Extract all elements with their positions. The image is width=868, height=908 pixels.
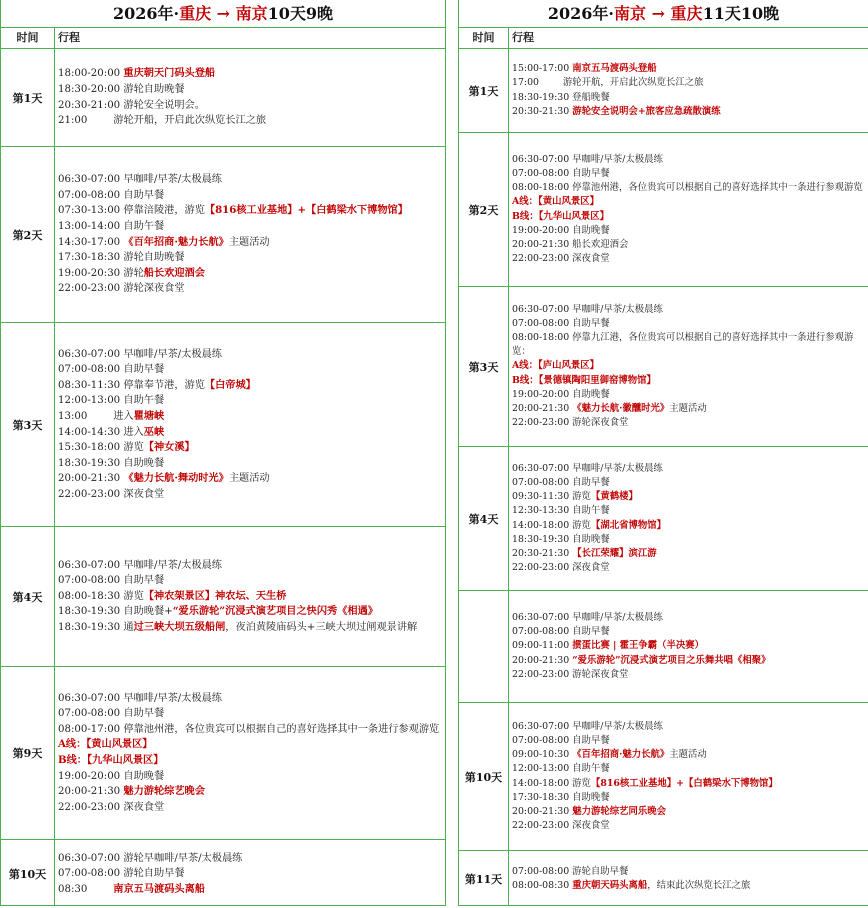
schedule-line bbox=[58, 378, 442, 394]
highlight-text: 南京五马渡码头离船 bbox=[113, 882, 205, 895]
highlight-text: 【816核工业基地】+【白鹤梁水下博物馆】 bbox=[590, 777, 778, 789]
schedule-line bbox=[512, 639, 865, 653]
schedule-text: 22:00-23:00 深夜食堂 bbox=[512, 562, 610, 574]
schedule-text: 06:30-07:00 早咖啡/早茶/太极晨练 bbox=[512, 611, 663, 623]
day-label: 第9天 bbox=[1, 667, 55, 839]
highlight-text: 过三峡大坝五级船闸 bbox=[133, 620, 226, 633]
day-label: 第1天 bbox=[1, 49, 55, 146]
schedule-text: 07:00-08:00 游轮自助早餐 bbox=[58, 868, 185, 880]
schedule-text: 14:00-14:30 进入 bbox=[58, 426, 144, 438]
highlight-text: 《百年招商·魅力长航》 bbox=[572, 749, 670, 761]
schedule-text: 20:00-21:30 船长欢迎酒会 bbox=[512, 238, 629, 250]
highlight-text: 【长江荣耀】滨江游 bbox=[572, 547, 657, 559]
schedule-text: 06:30-07:00 早咖啡/早茶/太极晨练 bbox=[512, 303, 663, 315]
day-label: 第11天 bbox=[459, 851, 509, 906]
schedule-line bbox=[58, 440, 442, 456]
schedule-line bbox=[58, 589, 442, 605]
highlight-text: 船长欢迎酒会 bbox=[143, 266, 205, 279]
schedule-line bbox=[512, 153, 865, 167]
highlight-text: 【神农架景区】神农坛、天生桥 bbox=[143, 589, 287, 602]
schedule-text: 18:30-19:30 自助晚餐 bbox=[58, 457, 165, 469]
schedule-text: 07:00-08:00 自助早餐 bbox=[512, 317, 610, 329]
schedule-text: 19:00-20:00 自助晚餐 bbox=[58, 770, 165, 782]
highlight-text: 【神女溪】 bbox=[143, 441, 195, 454]
schedule-line bbox=[58, 172, 442, 188]
schedule-text: 19:00-20:00 自助晚餐 bbox=[512, 224, 610, 236]
schedule-text: 14:00-18:00 游览 bbox=[512, 519, 591, 531]
schedule-line bbox=[58, 800, 442, 816]
table-header bbox=[1, 28, 445, 49]
schedule-line bbox=[512, 668, 865, 682]
schedule-text: 13:00-14:00 自助午餐 bbox=[58, 220, 165, 232]
schedule-line bbox=[58, 706, 442, 722]
title-duration: 11天10晚 bbox=[702, 4, 780, 23]
schedule-line bbox=[512, 181, 865, 195]
highlight-text: B线：【九华山风景区】 bbox=[512, 210, 609, 222]
table-header bbox=[459, 28, 868, 49]
highlight-text: 【816核工业基地】+【白鹤梁水下博物馆】 bbox=[204, 204, 408, 217]
schedule-line bbox=[58, 769, 442, 785]
day-row bbox=[459, 447, 868, 591]
day-schedule bbox=[55, 840, 445, 906]
schedule-line bbox=[512, 734, 865, 748]
schedule-line bbox=[58, 573, 442, 589]
header-itinerary: 行程 bbox=[512, 31, 534, 44]
title-year: 2026年· bbox=[112, 4, 180, 23]
schedule-text: 14:30-17:00 bbox=[58, 236, 124, 248]
day-schedule bbox=[509, 851, 868, 906]
schedule-text: 19:00-20:30 游轮 bbox=[58, 267, 144, 279]
schedule-line bbox=[58, 691, 442, 707]
schedule-text: 22:00-23:00 游轮深夜食堂 bbox=[58, 283, 185, 295]
schedule-text: 主题活动 bbox=[669, 403, 707, 414]
schedule-line bbox=[512, 76, 865, 90]
day-row bbox=[1, 667, 445, 840]
schedule-line bbox=[512, 879, 865, 893]
schedule-text: 22:00-23:00 深夜食堂 bbox=[512, 253, 610, 265]
schedule-line bbox=[512, 303, 865, 317]
highlight-text: “爱乐游轮”沉浸式演艺项目之乐舞共唱《相聚》 bbox=[572, 654, 771, 666]
schedule-line bbox=[512, 62, 865, 76]
day-row bbox=[459, 591, 868, 703]
schedule-text: 08:00-18:00 停靠九江港，各位贵宾可以根据自己的喜好选择其中一条进行参观游览： bbox=[512, 331, 854, 358]
schedule-line bbox=[512, 611, 865, 625]
schedule-line bbox=[58, 722, 442, 738]
schedule-text: 07:30-13:00 停靠涪陵港，游览 bbox=[58, 205, 205, 217]
schedule-line bbox=[58, 98, 442, 114]
day-schedule bbox=[509, 703, 868, 850]
schedule-text: 20:30-21:30 bbox=[512, 105, 573, 117]
title-arrow: → bbox=[211, 4, 236, 23]
day-row bbox=[1, 527, 445, 667]
schedule-line bbox=[512, 762, 865, 776]
schedule-text: 07:00-08:00 自助早餐 bbox=[58, 575, 165, 587]
schedule-text: 21:00 游轮开船，开启此次纵览长江之旅 bbox=[58, 115, 267, 127]
day-row bbox=[1, 147, 445, 323]
schedule-line bbox=[512, 252, 865, 266]
day-row bbox=[459, 851, 868, 906]
day-label: 第4天 bbox=[459, 447, 509, 590]
schedule-text: 18:30-19:30 自助晚餐+ bbox=[58, 606, 173, 618]
schedule-line bbox=[512, 720, 865, 734]
schedule-text: 18:30-19:30 通 bbox=[58, 621, 134, 633]
schedule-line bbox=[58, 235, 442, 251]
title-duration: 10天9晚 bbox=[267, 4, 334, 23]
schedule-text: 09:30-11:30 游览 bbox=[512, 491, 591, 503]
highlight-text: 南京五马渡码头登船 bbox=[572, 63, 657, 75]
day-label: 第10天 bbox=[459, 703, 509, 850]
highlight-text: “爱乐游轮”沉浸式演艺项目之快闪秀《相遇》 bbox=[172, 605, 378, 618]
schedule-text: 22:00-23:00 深夜食堂 bbox=[58, 801, 165, 813]
schedule-line bbox=[512, 748, 865, 762]
schedule-line bbox=[512, 791, 865, 805]
schedule-line bbox=[58, 866, 442, 882]
schedule-text: 07:00-08:00 自助早餐 bbox=[512, 167, 610, 179]
schedule-line bbox=[58, 882, 442, 898]
day-label: 第1天 bbox=[459, 49, 509, 132]
schedule-line bbox=[58, 362, 442, 378]
schedule-line bbox=[58, 409, 442, 425]
schedule-line bbox=[512, 374, 865, 388]
itinerary-table-nanjing-chongqing bbox=[458, 0, 868, 906]
schedule-text: 06:30-07:00 游轮早咖啡/早茶/太极晨练 bbox=[58, 852, 243, 864]
highlight-text: A线：【庐山风景区】 bbox=[512, 360, 599, 372]
schedule-line bbox=[512, 238, 865, 252]
title-arrow: → bbox=[646, 4, 671, 23]
day-row bbox=[1, 840, 445, 906]
day-label: 第2天 bbox=[1, 147, 55, 322]
schedule-line bbox=[512, 476, 865, 490]
schedule-text: 22:00-23:00 深夜食堂 bbox=[512, 820, 610, 832]
schedule-line bbox=[512, 167, 865, 181]
highlight-text: 【白帝城】 bbox=[204, 378, 256, 391]
schedule-line bbox=[512, 519, 865, 533]
schedule-text: 15:00-17:00 bbox=[512, 63, 573, 75]
schedule-text: 14:00-18:00 游览 bbox=[512, 777, 591, 789]
schedule-line bbox=[58, 219, 442, 235]
schedule-text: 09:00-10:30 bbox=[512, 749, 573, 761]
schedule-line bbox=[58, 203, 442, 219]
schedule-text: 主题活动 bbox=[228, 236, 270, 248]
schedule-text: 主题活动 bbox=[228, 473, 270, 485]
day-row bbox=[459, 287, 868, 447]
highlight-text: 《魅力长航·徽醺时光》 bbox=[572, 403, 670, 414]
day-label: 第2天 bbox=[459, 133, 509, 286]
schedule-line bbox=[58, 471, 442, 487]
schedule-text: 09:00-11:00 bbox=[512, 640, 573, 652]
highlight-text: 《百年招商·魅力长航》 bbox=[123, 235, 229, 248]
schedule-line bbox=[512, 402, 865, 416]
title-from: 重庆 bbox=[179, 4, 212, 23]
schedule-line bbox=[512, 416, 865, 430]
schedule-text: 08:00-18:00 停靠池州港，各位贵宾可以根据自己的喜好选择其中一条进行参观游览 bbox=[512, 182, 863, 194]
day-schedule bbox=[55, 527, 445, 666]
day-schedule bbox=[509, 287, 868, 446]
schedule-line bbox=[58, 66, 442, 82]
day-schedule bbox=[509, 133, 868, 286]
schedule-text: 22:00-23:00 深夜食堂 bbox=[58, 488, 165, 500]
schedule-line bbox=[512, 865, 865, 879]
schedule-text: 06:30-07:00 早咖啡/早茶/太极晨练 bbox=[512, 153, 663, 165]
schedule-line bbox=[58, 784, 442, 800]
day-schedule bbox=[55, 323, 445, 526]
day-row bbox=[1, 323, 445, 527]
schedule-text: 07:00-08:00 自助早餐 bbox=[512, 734, 610, 746]
schedule-text: 07:00-08:00 自助早餐 bbox=[512, 626, 610, 638]
schedule-text: 08:00-17:00 停靠池州港，各位贵宾可以根据自己的喜好选择其中一条进行参观游览 bbox=[58, 723, 440, 735]
schedule-line bbox=[58, 604, 442, 620]
schedule-text: 08:00-18:30 游览 bbox=[58, 590, 144, 602]
schedule-text: 07:00-08:00 自助早餐 bbox=[58, 364, 165, 376]
highlight-text: 重庆朝天码头离船 bbox=[572, 880, 648, 891]
schedule-text: 08:30-11:30 停靠奉节港，游览 bbox=[58, 379, 205, 391]
schedule-text: 22:00-23:00 游轮深夜食堂 bbox=[512, 668, 629, 680]
day-schedule bbox=[55, 147, 445, 322]
schedule-line bbox=[512, 331, 865, 359]
schedule-line bbox=[512, 625, 865, 639]
title-to: 重庆 bbox=[670, 4, 703, 23]
schedule-text: 20:00-21:30 bbox=[512, 403, 573, 414]
schedule-line bbox=[512, 317, 865, 331]
day-schedule bbox=[55, 49, 445, 146]
day-schedule bbox=[509, 447, 868, 590]
header-itinerary: 行程 bbox=[58, 31, 80, 44]
schedule-line bbox=[58, 281, 442, 297]
schedule-line bbox=[512, 654, 865, 668]
schedule-text: 06:30-07:00 早咖啡/早茶/太极晨练 bbox=[58, 348, 222, 360]
schedule-line bbox=[512, 805, 865, 819]
schedule-text: 07:00-08:00 游轮自助早餐 bbox=[512, 865, 629, 877]
schedule-line bbox=[512, 210, 865, 224]
highlight-text: A线：【黄山风景区】 bbox=[512, 196, 599, 208]
schedule-line bbox=[512, 819, 865, 833]
highlight-text: 游轮安全说明会+旅客应急疏散演练 bbox=[572, 105, 721, 117]
schedule-line bbox=[512, 224, 865, 238]
schedule-line bbox=[512, 91, 865, 105]
schedule-line bbox=[58, 347, 442, 363]
schedule-line bbox=[58, 393, 442, 409]
title-year: 2026年· bbox=[547, 4, 614, 23]
schedule-line bbox=[58, 558, 442, 574]
table-body bbox=[459, 49, 868, 906]
schedule-text: 18:30-19:30 登船晚餐 bbox=[512, 91, 610, 103]
day-schedule bbox=[509, 49, 868, 132]
schedule-text: 17:00 游轮开航，开启此次纵览长江之旅 bbox=[512, 77, 704, 89]
schedule-text: 12:00-13:00 自助午餐 bbox=[58, 395, 165, 407]
highlight-text: 巫峡 bbox=[143, 425, 165, 438]
schedule-text: 12:30-13:30 自助午餐 bbox=[512, 505, 610, 517]
schedule-text: ，夜泊黄陵庙码头+三峡大坝过闸观景讲解 bbox=[225, 621, 418, 633]
schedule-line bbox=[512, 462, 865, 476]
schedule-text: 07:00-08:00 自助早餐 bbox=[58, 708, 165, 720]
header-time: 时间 bbox=[1, 28, 55, 48]
schedule-line bbox=[58, 266, 442, 282]
schedule-text: 15:30-18:00 游览 bbox=[58, 442, 144, 454]
schedule-line bbox=[512, 105, 865, 119]
schedule-text: 08:00-08:30 bbox=[512, 880, 573, 891]
schedule-text: 18:00-20:00 bbox=[58, 68, 124, 80]
schedule-line bbox=[58, 113, 442, 129]
schedule-text: 20:30-21:00 游轮安全说明会。 bbox=[58, 99, 205, 111]
schedule-line bbox=[58, 737, 442, 753]
schedule-line bbox=[512, 777, 865, 791]
schedule-line bbox=[512, 561, 865, 575]
schedule-text: 18:30-19:30 自助晚餐 bbox=[512, 533, 610, 545]
schedule-text: 08:30 bbox=[58, 883, 114, 895]
table-title bbox=[1, 0, 445, 28]
schedule-line bbox=[58, 425, 442, 441]
highlight-text: B线：【景德镇陶阳里御窑博物馆】 bbox=[512, 374, 656, 386]
schedule-text: ，结束此次纵览长江之旅 bbox=[647, 880, 751, 891]
schedule-line bbox=[58, 851, 442, 867]
title-from: 南京 bbox=[613, 4, 646, 23]
schedule-line bbox=[58, 456, 442, 472]
schedule-text: 13:00 进入 bbox=[58, 410, 134, 422]
schedule-text: 19:00-20:00 自助晚餐 bbox=[512, 388, 610, 400]
schedule-text: 06:30-07:00 早咖啡/早茶/太极晨练 bbox=[58, 174, 222, 186]
highlight-text: 魅力游轮综艺同乐晚会 bbox=[572, 805, 666, 817]
schedule-text: 18:30-20:00 游轮自助晚餐 bbox=[58, 83, 185, 95]
highlight-text: 【湖北省博物馆】 bbox=[590, 519, 666, 531]
schedule-line bbox=[58, 620, 442, 636]
day-schedule bbox=[55, 667, 445, 839]
day-label: 第3天 bbox=[1, 323, 55, 526]
highlight-text: 重庆朝天门码头登船 bbox=[123, 67, 216, 80]
day-label: 第3天 bbox=[459, 287, 509, 446]
highlight-text: 魅力游轮综艺晚会 bbox=[123, 785, 205, 798]
schedule-line bbox=[512, 388, 865, 402]
schedule-text: 17:30-18:30 游轮自助晚餐 bbox=[58, 252, 185, 264]
schedule-text: 22:00-23:00 游轮深夜食堂 bbox=[512, 417, 629, 429]
schedule-line bbox=[58, 188, 442, 204]
schedule-line bbox=[512, 359, 865, 373]
schedule-text: 主题活动 bbox=[669, 749, 707, 761]
schedule-line bbox=[58, 487, 442, 503]
schedule-text: 20:00-21:30 bbox=[512, 805, 573, 817]
day-schedule bbox=[509, 591, 868, 702]
highlight-text: 瞿塘峡 bbox=[133, 409, 165, 422]
schedule-text: 06:30-07:00 早咖啡/早茶/太极晨练 bbox=[58, 559, 222, 571]
schedule-text: 06:30-07:00 早咖啡/早茶/太极晨练 bbox=[512, 720, 663, 732]
schedule-line bbox=[512, 547, 865, 561]
highlight-text: B线：【九华山风景区】 bbox=[58, 754, 164, 766]
table-title bbox=[459, 0, 868, 28]
schedule-line bbox=[58, 82, 442, 98]
schedule-text: 07:00-08:00 自助早餐 bbox=[512, 476, 610, 488]
schedule-text: 06:30-07:00 早咖啡/早茶/太极晨练 bbox=[512, 462, 663, 474]
header-time: 时间 bbox=[459, 28, 509, 48]
schedule-line bbox=[512, 533, 865, 547]
day-row bbox=[459, 133, 868, 287]
day-label: 第10天 bbox=[1, 840, 55, 906]
day-row bbox=[1, 49, 445, 147]
title-to: 南京 bbox=[235, 4, 268, 23]
schedule-line bbox=[58, 250, 442, 266]
schedule-text: 20:00-21:30 bbox=[512, 654, 573, 666]
schedule-text: 07:00-08:00 自助早餐 bbox=[58, 189, 165, 201]
highlight-text: 【黄鹤楼】 bbox=[590, 491, 638, 503]
schedule-line bbox=[512, 195, 865, 209]
day-label: 第4天 bbox=[1, 527, 55, 666]
table-body bbox=[1, 49, 445, 906]
schedule-text: 20:00-21:30 bbox=[58, 786, 124, 798]
highlight-text: 《魅力长航·舞动时光》 bbox=[123, 472, 229, 485]
day-row bbox=[459, 703, 868, 851]
day-label bbox=[459, 591, 509, 702]
highlight-text: A线：【黄山风景区】 bbox=[58, 738, 153, 751]
schedule-line bbox=[512, 504, 865, 518]
day-row bbox=[459, 49, 868, 133]
highlight-text: 掼蛋比赛 | 霍王争霸（半决赛） bbox=[572, 640, 705, 652]
schedule-line bbox=[58, 753, 442, 769]
schedule-text: 06:30-07:00 早咖啡/早茶/太极晨练 bbox=[58, 692, 222, 704]
schedule-text: 20:30-21:30 bbox=[512, 547, 573, 559]
schedule-text: 17:30-18:30 自助晚餐 bbox=[512, 791, 610, 803]
schedule-text: 12:00-13:00 自助午餐 bbox=[512, 763, 610, 775]
schedule-text: 20:00-21:30 bbox=[58, 473, 124, 485]
schedule-line bbox=[512, 490, 865, 504]
